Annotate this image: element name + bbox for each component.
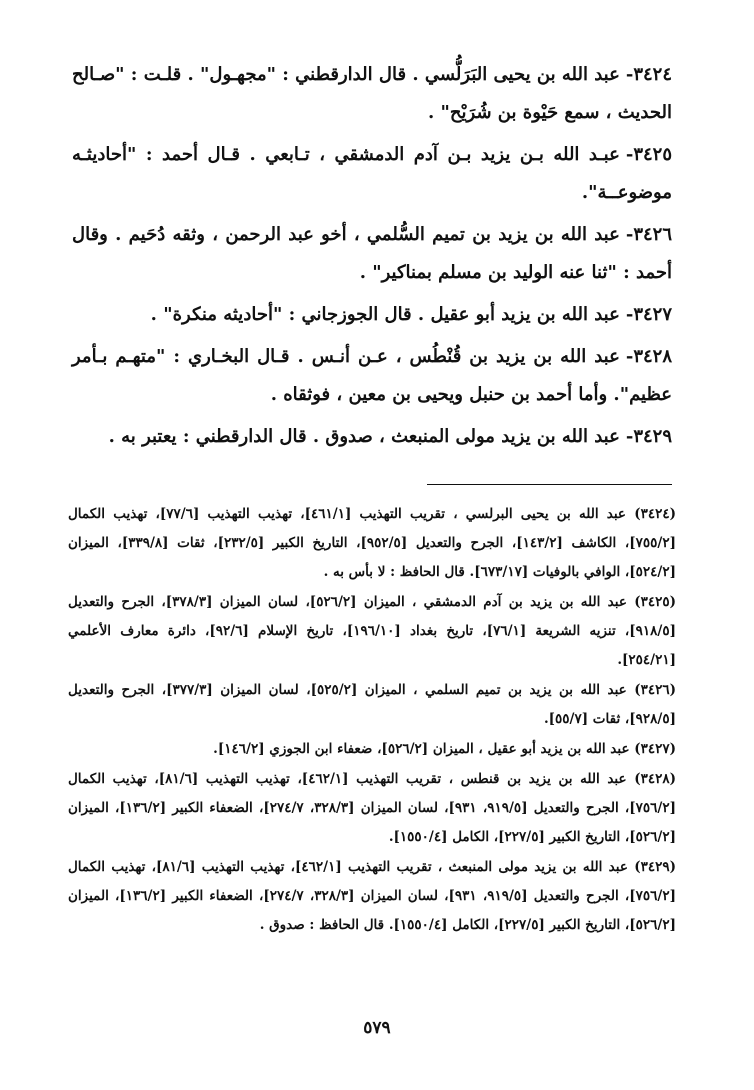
entry-text: عبد الله بن يزيد بن قُنْطُس ، عـن أنـس . قـال البخـاري : "متهـم بـأمر عظيم". وأما أحمد بن حنبل ويحيى بن معين ، فوثقاه .: [72, 346, 672, 405]
footnote-number: (٣٤٢٦): [634, 682, 677, 698]
main-entries: [72, 56, 672, 460]
footnote-text: عبد الله بن يزيد مولى المنبعث ، تقريب التهذيب [٤٦٢/١]، تهذيب التهذيب [٨١/٦]، تهذيب الكمال [٧٥٦/٢]، الجرح والتعديل [٩١٩/٥، ٩٣١]، لسان الميزان [٣٢٨/٣، ٢٧٤/٧]، الضعفاء الكبير [١٣٦/٢]، الميزان [٥٢٦/٢]، التاريخ الكبير [٢٢٧/٥]، الكامل [١٥٥٠/٤]. قال الحافظ : صدوق .: [68, 859, 676, 933]
entry-text: عبد الله بن يحيى البَرَلُّسي . قال الدارقطني : "مجهـول" . قلـت : "صـالح الحديث ، سمع حَيْوة بن شُرَيْح" .: [72, 64, 672, 123]
entry-3428: [72, 338, 672, 414]
entry-3426: [72, 216, 672, 292]
footnote-text: عبد الله بن يحيى البرلسي ، تقريب التهذيب [٤٦١/١]، تهذيب التهذيب [٧٧/٦]، تهذيب الكمال [٧٥٥/٢]، الكاشف [١٤٣/٢]، الجرح والتعديل [٩٥٢/٥]، التاريخ الكبير [٢٣٢/٥]، ثقات [٣٣٩/٨]، الميزان [٥٢٤/٢]، الوافي بالوفيات [٦٧٣/١٧]. قال الحافظ : لا بأس به .: [68, 506, 676, 580]
footnote-text: عبد الله بن يزيد بن قنطس ، تقريب التهذيب [٤٦٢/١]، تهذيب التهذيب [٨١/٦]، تهذيب الكمال [٧٥٦/٢]، الجرح والتعديل [٩١٩/٥، ٩٣١]، لسان الميزان [٣٢٨/٣، ٢٧٤/٧]، الضعفاء الكبير [١٣٦/٢]، الميزان [٥٢٦/٢]، التاريخ الكبير [٢٢٧/٥]، الكامل [١٥٥٠/٤].: [68, 771, 676, 845]
footnote-3429: [68, 853, 676, 940]
entry-3429: [72, 418, 672, 456]
entry-3427: [72, 296, 672, 334]
entry-3425: [72, 136, 672, 212]
footnote-number: (٣٤٢٧): [634, 741, 676, 757]
entry-3424: [72, 56, 672, 132]
entry-number: ٣٤٢٤-: [625, 64, 672, 85]
entry-number: ٣٤٢٥-: [625, 144, 672, 165]
entry-text: عبد الله بن يزيد أبو عقيل . قال الجوزجاني : "أحاديثه منكرة" .: [150, 304, 620, 325]
footnote-divider: [427, 484, 672, 485]
entry-number: ٣٤٢٩-: [625, 426, 672, 447]
footnote-number: (٣٤٢٨): [634, 771, 676, 787]
entry-number: ٣٤٢٦-: [625, 224, 672, 245]
entry-text: عبد الله بن يزيد بن تميم السُّلمي ، أخو عبد الرحمن ، وثقه دُحَيم . وقال أحمد : "ثنا عنه الوليد بن مسلم بمناكير" .: [72, 224, 672, 283]
footnote-number: (٣٤٢٩): [634, 859, 676, 875]
entry-number: ٣٤٢٨-: [625, 346, 672, 367]
footnote-3424: [68, 500, 676, 587]
footnote-3428: [68, 765, 676, 852]
entry-number: ٣٤٢٧-: [625, 304, 672, 325]
footnote-text: عبد الله بن يزيد أبو عقيل ، الميزان [٥٢٦/٢]، ضعفاء ابن الجوزي [١٤٦/٢].: [213, 741, 630, 757]
page-number: ٥٧٩: [363, 1018, 391, 1038]
footnote-3425: [68, 588, 676, 675]
entry-text: عبـد الله بـن يزيد بـن آدم الدمشقي ، تـابعي . قـال أحمد : "أحاديثـه موضوعــة".: [72, 144, 672, 203]
footnote-3427: [68, 735, 676, 764]
entry-text: عبد الله بن يزيد مولى المنبعث ، صدوق . قال الدارقطني : يعتبر به .: [108, 426, 620, 447]
footnote-number: (٣٤٢٤): [634, 506, 676, 522]
footnote-number: (٣٤٢٥): [634, 594, 676, 610]
footnote-text: عبد الله بن يزيد بن تميم السلمي ، الميزان [٥٢٥/٢]، لسان الميزان [٣٧٧/٣]، الجرح والتعديل [٩٢٨/٥]، ثقات [٥٥/٧].: [68, 682, 676, 727]
footnote-3426: [68, 676, 676, 734]
footnote-text: عبد الله بن يزيد بن آدم الدمشقي ، الميزان [٥٢٦/٢]، لسان الميزان [٣٧٨/٣]، الجرح والتعديل [٩١٨/٥]، تنزيه الشريعة [٧٦/١]، تاريخ بغداد [١٩٦/١٠]، تاريخ الإسلام [٩٢/٦]، دائرة معارف الأعلمي [٢٥٤/٢١].: [68, 594, 676, 668]
footnotes: [68, 500, 676, 941]
